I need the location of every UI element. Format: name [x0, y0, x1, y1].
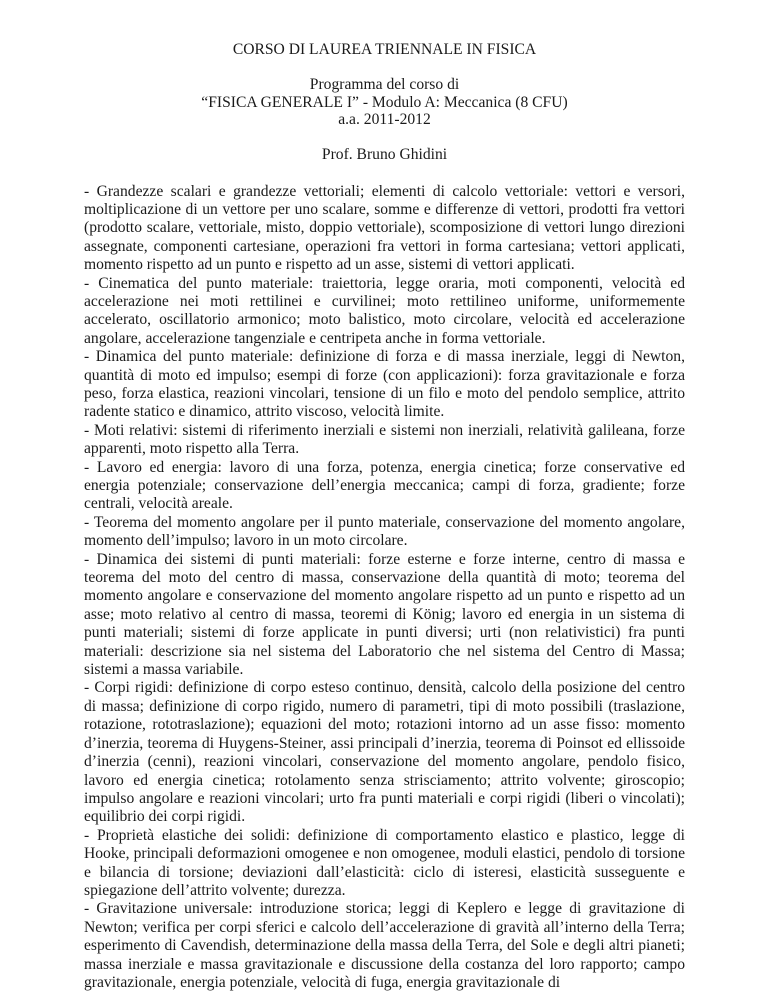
course-heading	[84, 76, 685, 129]
syllabus-section-gravitation: - Gravitazione universale: introduzione storica; leggi di Keplero e legge di gravitazione di Newton; verifica per corpi sferici e calcolo dell’accelerazione di gravità all’interno della Terra; esperimento di Cavendish, determinazione della massa della Terra, del Sole e degli altri pianeti; massa inerziale e massa gravitazionale e discussione della costanza del loro rapporto; campo gravitazionale, energia potenziale, velocità di fuga, energia gravitazionale di	[84, 900, 685, 991]
syllabus-section-relative-motion: - Moti relativi: sistemi di riferimento inerziali e sistemi non inerziali, relatività galileana, forze apparenti, moto rispetto alla Terra.	[84, 421, 685, 458]
syllabus-section-angular-momentum: - Teorema del momento angolare per il punto materiale, conservazione del momento angolare, momento dell’impulso; lavoro in un moto circolare.	[84, 513, 685, 550]
syllabus-section-point-dynamics: - Dinamica del punto materiale: definizione di forza e di massa inerziale, leggi di Newton, quantità di moto ed impulso; esempi di forze (con applicazioni): forza gravitazionale e forza peso, forza elastica, reazioni vincolari, tensione di un filo e moto del pendolo semplice, attrito radente statico e dinamico, attrito viscoso, velocità limite.	[84, 348, 685, 421]
program-line: Programma del corso di	[309, 76, 460, 93]
syllabus-section-work-energy: - Lavoro ed energia: lavoro di una forza, potenza, energia cinetica; forze conservative ed energia potenziale; conservazione dell’energia meccanica; campi di forza, gradiente; forze centrali, velocità areale.	[84, 458, 685, 513]
degree-title: CORSO DI LAUREA TRIENNALE IN FISICA	[232, 41, 537, 58]
document-page	[84, 41, 685, 992]
academic-year: a.a. 2011-2012	[338, 111, 431, 128]
syllabus-section-kinematics: - Cinematica del punto materiale: traiettoria, legge oraria, moti componenti, velocità ed accelerazione nei moti rettilinei e curvilinei; moto rettilineo uniforme, uniformemente accelerato, oscillatorio armonico; moto balistico, moto circolare, velocità ed accelerazione angolare, accelerazione tangenziale e centripeta anche in forma vettoriale.	[84, 274, 685, 347]
syllabus-section-systems-dynamics: - Dinamica dei sistemi di punti materiali: forze esterne e forze interne, centro di massa e teorema del moto del centro di massa, conservazione della quantità di moto; teorema del momento angolare e conservazione del momento angolare rispetto ad un punto e rispetto ad un asse; moto relativo al centro di massa, teoremi di König; lavoro ed energia in un sistema di punti materiali; sistemi di forze applicate in punti diversi; urti (non relativistici) fra punti materiali: descrizione sia nel sistema del Laboratorio che nel sistema del Centro di Massa; sistemi a massa variabile.	[84, 550, 685, 679]
syllabus-body	[84, 183, 685, 993]
syllabus-section-rigid-bodies: - Corpi rigidi: definizione di corpo esteso continuo, densità, calcolo della posizione del centro di massa; definizione di corpo rigido, numero di parametri, tipi di moto possibili (traslazione, rotazione, rototraslazione); equazioni del moto; rotazioni intorno ad un asse fisso: momento d’inerzia, teorema di Huygens-Steiner, assi principali d’inerzia, teorema di Poinsot ed ellissoide d’inerzia (cenni), reazioni vincolari, conservazione del momento angolare, pendolo fisico, lavoro ed energia cinetica; rotolamento senza strisciamento; attrito volvente; giroscopio; impulso angolare e reazioni vincolari; urto fra punti materiali e corpi rigidi (liberi o vincolati); equilibrio dei corpi rigidi.	[84, 679, 685, 826]
syllabus-section-elasticity: - Proprietà elastiche dei solidi: definizione di comportamento elastico e plastico, legge di Hooke, principali deformazioni omogenee e non omogenee, moduli elastici, pendolo di torsione e bilancia di torsione; deviazioni dall’elasticità: ciclo di isteresi, elasticità susseguente e spiegazione dell’attrito volvente; durezza.	[84, 826, 685, 899]
professor-name: Prof. Bruno Ghidini	[321, 146, 448, 163]
course-title: “FISICA GENERALE I” - Modulo A: Meccanica (8 CFU)	[201, 93, 568, 111]
syllabus-section-vectors: - Grandezze scalari e grandezze vettoriali; elementi di calcolo vettoriale: vettori e versori, moltiplicazione di un vettore per uno scalare, somme e differenze di vettori, prodotti fra vettori (prodotto scalare, vettoriale, misto, doppio vettoriale), scomposizione di vettori lungo direzioni assegnate, componenti cartesiane, operazioni fra vettori in forma cartesiana; vettori applicati, momento rispetto ad un punto e rispetto ad un asse, sistemi di vettori applicati.	[84, 182, 685, 274]
